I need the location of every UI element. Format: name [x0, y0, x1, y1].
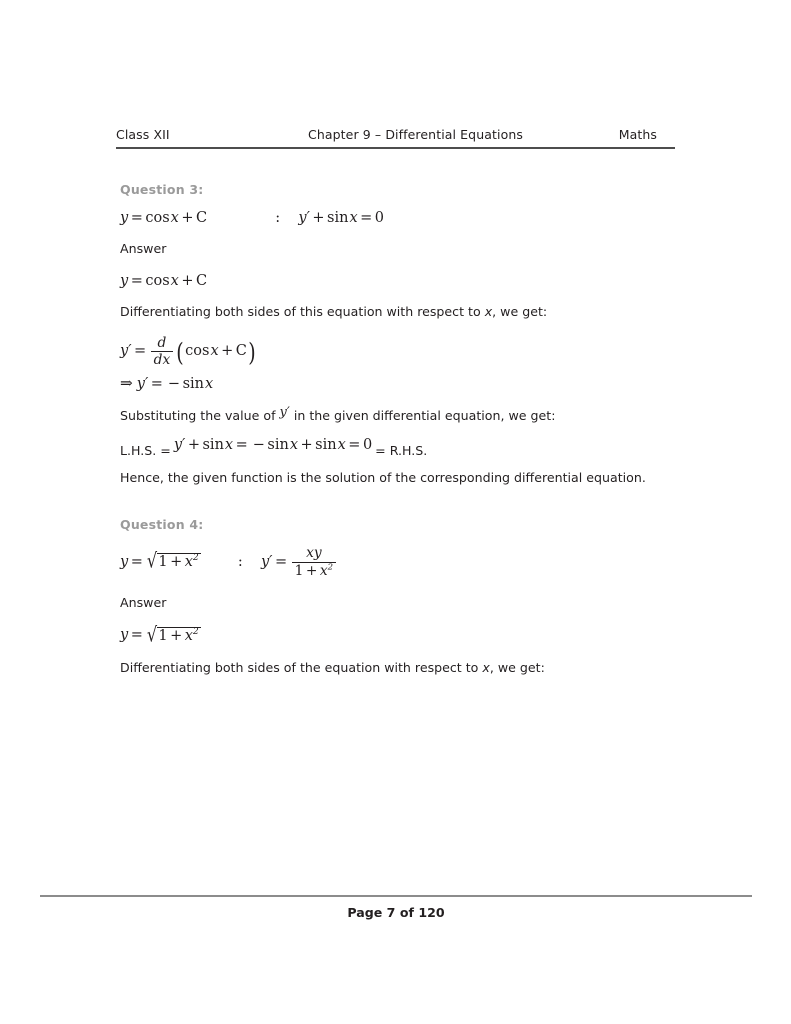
question-4-heading: Question 4:	[120, 517, 204, 533]
question-4-given-equation: y = √ $1 + x^2$	[120, 623, 199, 647]
inline-y-prime: y ′	[279, 405, 290, 421]
question-3-derivative-line-1: y ′ = $\frac{d}{dx}$ ( cos x + C )	[120, 334, 256, 368]
question-3-step-1-text	[120, 303, 680, 321]
lhs-rhs-equation: y ′ + sin x = − sin x + sin x = 0	[173, 436, 373, 453]
footer-page-number: Page 7 of 120	[347, 905, 445, 920]
rhs-label: = R.H.S.	[375, 442, 428, 458]
question-3-step-2-text	[120, 407, 680, 425]
step-text-after: in the given differential equation, we get:	[289, 408, 556, 424]
step-text-before: Substituting the value of	[120, 408, 280, 424]
question-3-statement	[120, 207, 680, 226]
question-3-statement-lhs: y = cos x + C	[120, 210, 208, 226]
question-4-statement	[120, 546, 680, 578]
step-text-before: Differentiating both sides of the equation with respect to	[120, 659, 483, 675]
question-3-given-equation: y = cos x + C	[120, 273, 208, 290]
footer-divider-rule	[40, 895, 752, 897]
step-variable: x	[484, 304, 493, 320]
header-chapter-title: Chapter 9 – Differential Equations	[308, 127, 523, 142]
running-header	[116, 127, 675, 142]
header-divider-rule	[116, 147, 675, 149]
step-text-after: , we get:	[492, 304, 548, 320]
question-3-heading: Question 3:	[120, 182, 204, 197]
question-3-statement-rhs: y ′ + sin x = 0	[298, 210, 385, 226]
question-3-lhs-rhs-line	[120, 438, 680, 458]
step-text-before: Differentiating both sides of this equation with respect to	[120, 304, 485, 320]
header-class-label: Class XII	[116, 127, 170, 142]
question-4-statement-separator: :	[237, 553, 243, 570]
step-variable: x	[482, 659, 490, 675]
question-3-conclusion-text: Hence, the given function is the solution of the corresponding differential equation.	[120, 469, 646, 485]
question-4-step-1-text	[120, 659, 680, 677]
question-3-answer-label: Answer	[120, 241, 167, 256]
question-4-statement-lhs: y = √ $1 + x^2$	[120, 550, 199, 574]
page-content	[120, 176, 680, 677]
question-4-statement-rhs: y ′ = $\frac{xy}{1 + x^2}$	[261, 546, 338, 578]
step-text-after: , we get:	[489, 659, 545, 675]
lhs-label: L.H.S. =	[120, 442, 171, 458]
question-3-statement-separator: :	[275, 210, 281, 226]
header-subject-label: Maths	[618, 127, 657, 142]
question-3-derivative-line-2: ⇒ y ′ = − sin x	[120, 374, 214, 393]
question-4-answer-label: Answer	[120, 595, 167, 611]
